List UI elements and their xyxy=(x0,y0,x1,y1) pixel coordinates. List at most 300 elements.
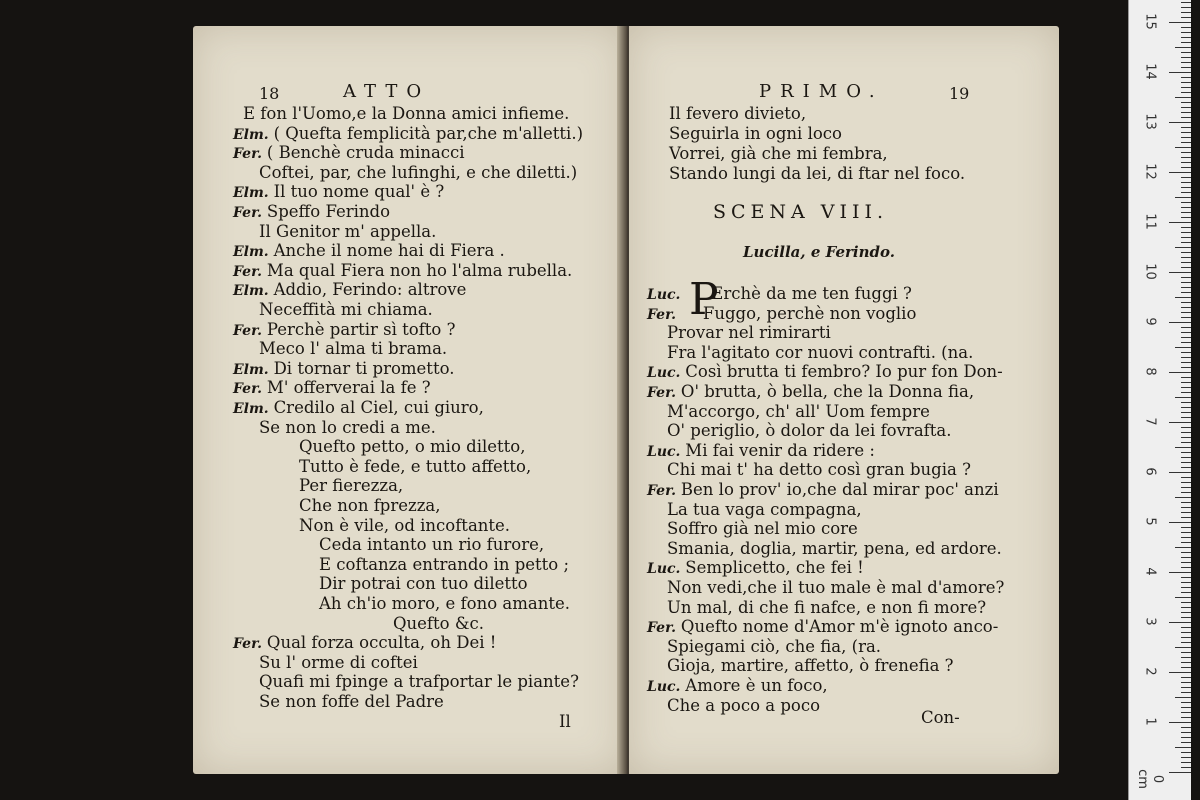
ruler-tick xyxy=(1175,397,1191,398)
speaker-label: Fer. xyxy=(233,205,267,221)
verse-text: Fuggo, perchè non voglio xyxy=(702,303,917,323)
ruler-tick xyxy=(1181,127,1191,128)
ruler-number: 6 xyxy=(1142,467,1158,476)
ruler-tick xyxy=(1181,412,1191,413)
ruler-tick xyxy=(1181,642,1191,643)
ruler-tick xyxy=(1181,237,1191,238)
ruler-tick xyxy=(1181,557,1191,558)
verse-text: Soffro già nel mio core xyxy=(667,519,858,539)
speaker-label: Elm. xyxy=(233,244,274,261)
verse-text: Quefto nome d'Amor m'è ignoto anco- xyxy=(680,617,999,637)
ruler-tick xyxy=(1181,562,1191,563)
ruler-tick xyxy=(1181,232,1191,233)
text-line xyxy=(319,574,528,594)
text-line xyxy=(647,676,828,697)
ruler-tick xyxy=(1181,242,1191,243)
ruler-tick xyxy=(1175,197,1191,198)
ruler-tick xyxy=(1175,547,1191,548)
ruler-tick xyxy=(1169,522,1191,523)
ruler-tick xyxy=(1175,347,1191,348)
ruler-tick xyxy=(1181,702,1191,703)
ruler-tick xyxy=(1181,102,1191,103)
text-line xyxy=(259,163,577,183)
text-line xyxy=(259,339,447,359)
speaker-label: Fer. xyxy=(233,322,267,339)
ruler-tick xyxy=(1181,462,1191,463)
verse-text: E coftanza entrando in petto ; xyxy=(319,554,570,574)
ruler-tick xyxy=(1181,217,1191,218)
ruler-tick xyxy=(1181,602,1191,603)
ruler-tick xyxy=(1175,647,1191,648)
text-line xyxy=(319,555,569,575)
text-line xyxy=(233,182,444,203)
speaker-label: Luc. xyxy=(647,679,686,695)
ruler-tick xyxy=(1181,307,1191,308)
ruler-tick xyxy=(1169,572,1191,573)
text-line xyxy=(667,500,862,520)
text-line xyxy=(647,617,998,638)
ruler-tick xyxy=(1181,742,1191,743)
ruler-tick xyxy=(1175,147,1191,148)
text-line xyxy=(319,535,544,555)
speaker-label: Elm. xyxy=(233,185,274,202)
ruler-tick xyxy=(1181,92,1191,93)
measuring-ruler xyxy=(1128,0,1191,800)
ruler-tick xyxy=(1181,457,1191,458)
ruler-tick xyxy=(1175,247,1191,248)
verse-text: Smania, doglia, martir, pena, ed ardore. xyxy=(667,538,1002,558)
ruler-tick xyxy=(1181,332,1191,333)
text-line xyxy=(667,598,986,618)
ruler-number: 3 xyxy=(1142,617,1158,626)
ruler-number: 15 xyxy=(1142,13,1158,30)
ruler-tick xyxy=(1169,622,1191,623)
ruler-tick xyxy=(1181,137,1191,138)
ruler-tick xyxy=(1181,62,1191,63)
ruler-tick xyxy=(1181,32,1191,33)
ruler-tick xyxy=(1181,662,1191,663)
ruler-tick xyxy=(1181,682,1191,683)
ruler-tick xyxy=(1181,277,1191,278)
ruler-tick xyxy=(1181,707,1191,708)
text-line xyxy=(647,480,999,501)
ruler-tick xyxy=(1181,267,1191,268)
ruler-tick xyxy=(1181,162,1191,163)
ruler-tick xyxy=(1181,187,1191,188)
drop-cap: P xyxy=(689,274,719,325)
ruler-tick xyxy=(1181,502,1191,503)
ruler-tick xyxy=(1181,667,1191,668)
left-running-header: ATTO xyxy=(343,81,431,102)
text-line xyxy=(667,343,973,363)
ruler-tick xyxy=(1181,627,1191,628)
verse-text: Amore è un foco, xyxy=(685,676,828,695)
ruler-tick xyxy=(1181,732,1191,733)
right-page xyxy=(629,26,1059,774)
ruler-tick xyxy=(1181,142,1191,143)
verse-text: Ben lo prov' io,che dal mirar poc' anzi xyxy=(680,480,999,499)
speaker-label: Fer. xyxy=(647,385,681,401)
speaker-label: Fer. xyxy=(233,381,267,398)
verse-text: E fon l'Uomo,e la Donna amici infieme. xyxy=(243,104,570,123)
verse-text: O' brutta, ò bella, che la Donna fia, xyxy=(680,382,975,401)
ruler-tick xyxy=(1169,422,1191,423)
verse-text: Non vedi,che il tuo male è mal d'amore? xyxy=(667,578,1005,597)
verse-text: Non è vile, od incoftante. xyxy=(299,515,511,535)
ruler-tick xyxy=(1169,722,1191,723)
ruler-tick xyxy=(1181,257,1191,258)
ruler-number: 10 xyxy=(1142,263,1158,280)
verse-text: Che non fprezza, xyxy=(299,496,441,515)
ruler-tick xyxy=(1181,762,1191,763)
ruler-tick xyxy=(1181,282,1191,283)
left-page xyxy=(193,26,625,774)
ruler-tick xyxy=(1181,612,1191,613)
ruler-tick xyxy=(1181,407,1191,408)
ruler-tick xyxy=(1181,202,1191,203)
speaker-label: Fer. xyxy=(647,483,681,499)
ruler-tick xyxy=(1181,192,1191,193)
ruler-tick xyxy=(1181,362,1191,363)
left-catchword: Il xyxy=(559,712,571,731)
text-line xyxy=(667,637,881,657)
verse-text: Su l' orme di coftei xyxy=(259,652,418,672)
verse-text: Quefto petto, o mio diletto, xyxy=(299,437,526,457)
ruler-tick xyxy=(1175,297,1191,298)
speaker-label: Luc. xyxy=(647,561,686,578)
text-line xyxy=(233,398,484,419)
verse-text: Dir potrai con tuo diletto xyxy=(319,574,528,594)
text-line xyxy=(647,441,875,462)
ruler-tick xyxy=(1169,122,1191,123)
verse-text: Addio, Ferindo: altrove xyxy=(273,280,467,300)
ruler-tick xyxy=(1181,177,1191,178)
ruler-tick xyxy=(1181,77,1191,78)
ruler-tick xyxy=(1181,692,1191,693)
ruler-tick xyxy=(1181,7,1191,8)
verse-text: Il tuo nome qual' è ? xyxy=(273,182,445,202)
ruler-tick xyxy=(1181,582,1191,583)
verse-text: Qual forza occulta, oh Dei ! xyxy=(266,633,497,653)
verse-text: Quafi mi fpinge a trafportar le piante? xyxy=(259,672,579,692)
text-line xyxy=(319,594,570,614)
text-line xyxy=(667,539,1002,559)
ruler-number: 4 xyxy=(1142,567,1158,576)
text-line xyxy=(233,378,431,399)
text-line xyxy=(299,457,531,477)
ruler-tick xyxy=(1181,687,1191,688)
ruler-tick xyxy=(1181,382,1191,383)
ruler-tick xyxy=(1181,12,1191,13)
text-line xyxy=(243,104,569,124)
ruler-tick xyxy=(1181,357,1191,358)
ruler-tick xyxy=(1181,42,1191,43)
ruler-number: 5 xyxy=(1142,517,1158,526)
continuation-line: Vorrei, già che mi fembra, xyxy=(669,144,888,163)
ruler-tick xyxy=(1181,157,1191,158)
verse-text: Neceffità mi chiama. xyxy=(259,300,433,319)
ruler-tick xyxy=(1175,497,1191,498)
ruler-tick xyxy=(1181,352,1191,353)
verse-text: Perchè partir sì tofto ? xyxy=(266,319,456,339)
ruler-tick xyxy=(1181,632,1191,633)
ruler-tick xyxy=(1181,577,1191,578)
ruler-tick xyxy=(1181,492,1191,493)
ruler-tick xyxy=(1169,222,1191,223)
ruler-tick xyxy=(1181,167,1191,168)
ruler-number: 1 xyxy=(1142,717,1158,726)
ruler-tick xyxy=(1181,57,1191,58)
text-line xyxy=(667,519,858,539)
ruler-tick xyxy=(1181,592,1191,593)
continuation-line: Il fevero divieto, xyxy=(669,104,807,123)
text-line xyxy=(393,614,484,634)
verse-text: Ah ch'io moro, e fono amante. xyxy=(319,594,570,613)
ruler-tick xyxy=(1181,727,1191,728)
continuation-line: Seguirla in ogni loco xyxy=(669,124,842,143)
speaker-label: Fer. xyxy=(233,263,267,280)
ruler-tick xyxy=(1181,437,1191,438)
verse-text: Anche il nome hai di Fiera . xyxy=(273,241,505,261)
ruler-tick xyxy=(1181,427,1191,428)
ruler-tick xyxy=(1181,387,1191,388)
text-line xyxy=(299,476,403,496)
text-line xyxy=(233,143,465,164)
ruler-tick xyxy=(1181,342,1191,343)
ruler-tick xyxy=(1169,672,1191,673)
ruler-number: 11 xyxy=(1142,213,1158,230)
text-line xyxy=(299,516,510,536)
text-line xyxy=(299,496,440,516)
verse-text: Che a poco a poco xyxy=(667,695,821,715)
ruler-tick xyxy=(1181,87,1191,88)
ruler-tick xyxy=(1169,72,1191,73)
ruler-tick xyxy=(1181,652,1191,653)
ruler-tick xyxy=(1181,482,1191,483)
verse-text: ( Quefta femplicità par,che m'alletti.) xyxy=(273,123,584,143)
verse-text: Ma qual Fiera non ho l'alma rubella. xyxy=(266,260,573,280)
verse-text: Quefto &c. xyxy=(393,613,485,633)
text-line xyxy=(647,304,916,325)
speaker-label: Elm. xyxy=(233,126,274,143)
ruler-tick xyxy=(1181,182,1191,183)
ruler-tick xyxy=(1181,477,1191,478)
speaker-label: Elm. xyxy=(233,283,274,300)
ruler-tick xyxy=(1181,402,1191,403)
verse-text: Fra l'agitato cor nuovi contrafti. (na. xyxy=(667,342,974,362)
ruler-tick xyxy=(1181,587,1191,588)
ruler-tick xyxy=(1181,132,1191,133)
ruler-tick xyxy=(1181,37,1191,38)
verse-text: Un mal, di che fi nafce, e non fi more? xyxy=(667,597,987,617)
left-page-number: 18 xyxy=(259,84,280,103)
ruler-tick xyxy=(1181,17,1191,18)
ruler-tick xyxy=(1181,377,1191,378)
text-line xyxy=(667,578,1004,598)
verse-text: Coftei, par, che lufinghi, e che diletti.) xyxy=(259,162,578,182)
speaker-label: Elm. xyxy=(233,401,274,417)
ruler-tick xyxy=(1175,97,1191,98)
ruler-number: 9 xyxy=(1142,317,1158,326)
verse-text: Il Genitor m' appella. xyxy=(259,221,437,241)
scene-characters: Lucilla, e Ferindo. xyxy=(743,243,895,261)
ruler-tick xyxy=(1181,617,1191,618)
ruler-tick xyxy=(1181,82,1191,83)
speaker-label: Fer. xyxy=(647,620,681,637)
text-line xyxy=(647,362,1003,383)
ruler-tick xyxy=(1169,172,1191,173)
ruler-tick xyxy=(1181,252,1191,253)
text-line xyxy=(259,300,433,320)
ruler-tick xyxy=(1181,487,1191,488)
text-line xyxy=(667,402,930,422)
ruler-tick xyxy=(1181,312,1191,313)
ruler-tick xyxy=(1181,567,1191,568)
verse-text: Speffo Ferindo xyxy=(266,202,391,221)
text-line xyxy=(667,421,951,441)
text-line xyxy=(233,633,496,654)
right-catchword: Con- xyxy=(921,708,960,727)
verse-text: Gioja, martire, affetto, ò frenefia ? xyxy=(667,656,954,676)
verse-text: Mi fai venir da ridere : xyxy=(685,440,875,460)
text-line xyxy=(233,261,572,282)
verse-text: Se non foffe del Padre xyxy=(259,692,444,711)
verse-text: ( Benchè cruda minacci xyxy=(266,143,465,163)
verse-text: Chi mai t' ha detto così gran bugia ? xyxy=(667,460,971,480)
ruler-tick xyxy=(1181,637,1191,638)
ruler-tick xyxy=(1181,367,1191,368)
text-line xyxy=(259,692,444,712)
text-line xyxy=(233,124,583,145)
continuation-line: Stando lungi da lei, di ftar nel foco. xyxy=(669,164,966,183)
ruler-tick xyxy=(1181,67,1191,68)
scene-title: SCENA VIII. xyxy=(713,201,889,223)
ruler-tick xyxy=(1181,27,1191,28)
text-line xyxy=(299,437,525,457)
verse-text: Provar nel rimirarti xyxy=(667,323,831,343)
verse-text: Meco l' alma ti brama. xyxy=(259,339,448,359)
text-line xyxy=(647,284,912,305)
ruler-number: 2 xyxy=(1142,667,1158,676)
speaker-label: Luc. xyxy=(647,443,686,460)
verse-text: Di tornar ti prometto. xyxy=(273,358,455,378)
text-line xyxy=(667,696,820,716)
verse-text: Spiegami ciò, che fia, (ra. xyxy=(667,636,882,656)
ruler-tick xyxy=(1169,22,1191,23)
ruler-tick xyxy=(1181,677,1191,678)
verse-text: Tutto è fede, e tutto affetto, xyxy=(299,456,532,476)
text-line xyxy=(259,418,436,438)
ruler-tick xyxy=(1181,2,1191,3)
ruler-tick xyxy=(1181,432,1191,433)
verse-text: Se non lo credi a me. xyxy=(259,417,436,437)
ruler-tick xyxy=(1169,472,1191,473)
ruler-tick xyxy=(1181,607,1191,608)
ruler-tick xyxy=(1181,292,1191,293)
ruler-tick xyxy=(1181,107,1191,108)
ruler-number: 13 xyxy=(1142,113,1158,130)
text-line xyxy=(667,656,954,676)
ruler-number: 0 cm xyxy=(1135,769,1165,789)
ruler-tick xyxy=(1181,537,1191,538)
speaker-label: Elm. xyxy=(233,361,274,378)
ruler-tick xyxy=(1181,467,1191,468)
ruler-number: 7 xyxy=(1142,417,1158,426)
text-line xyxy=(647,558,864,579)
text-line xyxy=(233,320,455,341)
speaker-label: Luc. xyxy=(647,287,686,303)
ruler-tick xyxy=(1181,152,1191,153)
ruler-tick xyxy=(1169,272,1191,273)
text-line xyxy=(259,653,418,673)
ruler-tick xyxy=(1175,597,1191,598)
ruler-tick xyxy=(1181,117,1191,118)
verse-text: Semplicetto, che fei ! xyxy=(685,558,864,578)
ruler-tick xyxy=(1169,372,1191,373)
ruler-tick xyxy=(1181,302,1191,303)
ruler-tick xyxy=(1181,262,1191,263)
verse-text: Credilo al Ciel, cui giuro, xyxy=(273,398,484,417)
text-line xyxy=(233,359,454,380)
verse-text: O' periglio, ò dolor da lei fovrafta. xyxy=(667,421,952,441)
text-line xyxy=(667,460,971,480)
ruler-tick xyxy=(1175,697,1191,698)
ruler-tick xyxy=(1169,772,1191,773)
ruler-tick xyxy=(1181,542,1191,543)
ruler-number: 14 xyxy=(1142,63,1158,80)
ruler-tick xyxy=(1181,752,1191,753)
ruler-tick xyxy=(1181,507,1191,508)
ruler-tick xyxy=(1181,112,1191,113)
ruler-tick xyxy=(1169,322,1191,323)
ruler-tick xyxy=(1181,337,1191,338)
ruler-tick xyxy=(1181,657,1191,658)
speaker-label: Fer. xyxy=(233,146,267,163)
ruler-tick xyxy=(1181,52,1191,53)
text-line xyxy=(667,323,831,343)
ruler-tick xyxy=(1181,212,1191,213)
text-line xyxy=(647,382,974,403)
ruler-tick xyxy=(1181,327,1191,328)
ruler-tick xyxy=(1175,747,1191,748)
text-line xyxy=(233,280,466,301)
right-page-number: 19 xyxy=(949,84,970,103)
verse-text: La tua vaga compagna, xyxy=(667,499,862,519)
ruler-tick xyxy=(1181,287,1191,288)
ruler-tick xyxy=(1181,527,1191,528)
ruler-tick xyxy=(1181,767,1191,768)
ruler-tick xyxy=(1181,442,1191,443)
verse-text: Per fierezza, xyxy=(299,476,404,496)
text-line xyxy=(233,241,505,262)
ruler-tick xyxy=(1181,417,1191,418)
text-line xyxy=(233,202,390,223)
verse-text: Erchè da me ten fuggi ? xyxy=(711,284,912,303)
speaker-label: Fer. xyxy=(647,306,681,323)
text-line xyxy=(259,222,436,242)
ruler-tick xyxy=(1175,447,1191,448)
speaker-label: Luc. xyxy=(647,365,686,382)
ruler-tick xyxy=(1181,717,1191,718)
ruler-tick xyxy=(1181,712,1191,713)
ruler-tick xyxy=(1181,207,1191,208)
ruler-tick xyxy=(1181,452,1191,453)
ruler-tick xyxy=(1181,737,1191,738)
right-running-header: PRIMO. xyxy=(759,81,884,102)
ruler-number: 12 xyxy=(1142,163,1158,180)
text-line xyxy=(259,672,579,692)
verse-text: Così brutta ti fembro? Io pur fon Don- xyxy=(685,362,1003,382)
